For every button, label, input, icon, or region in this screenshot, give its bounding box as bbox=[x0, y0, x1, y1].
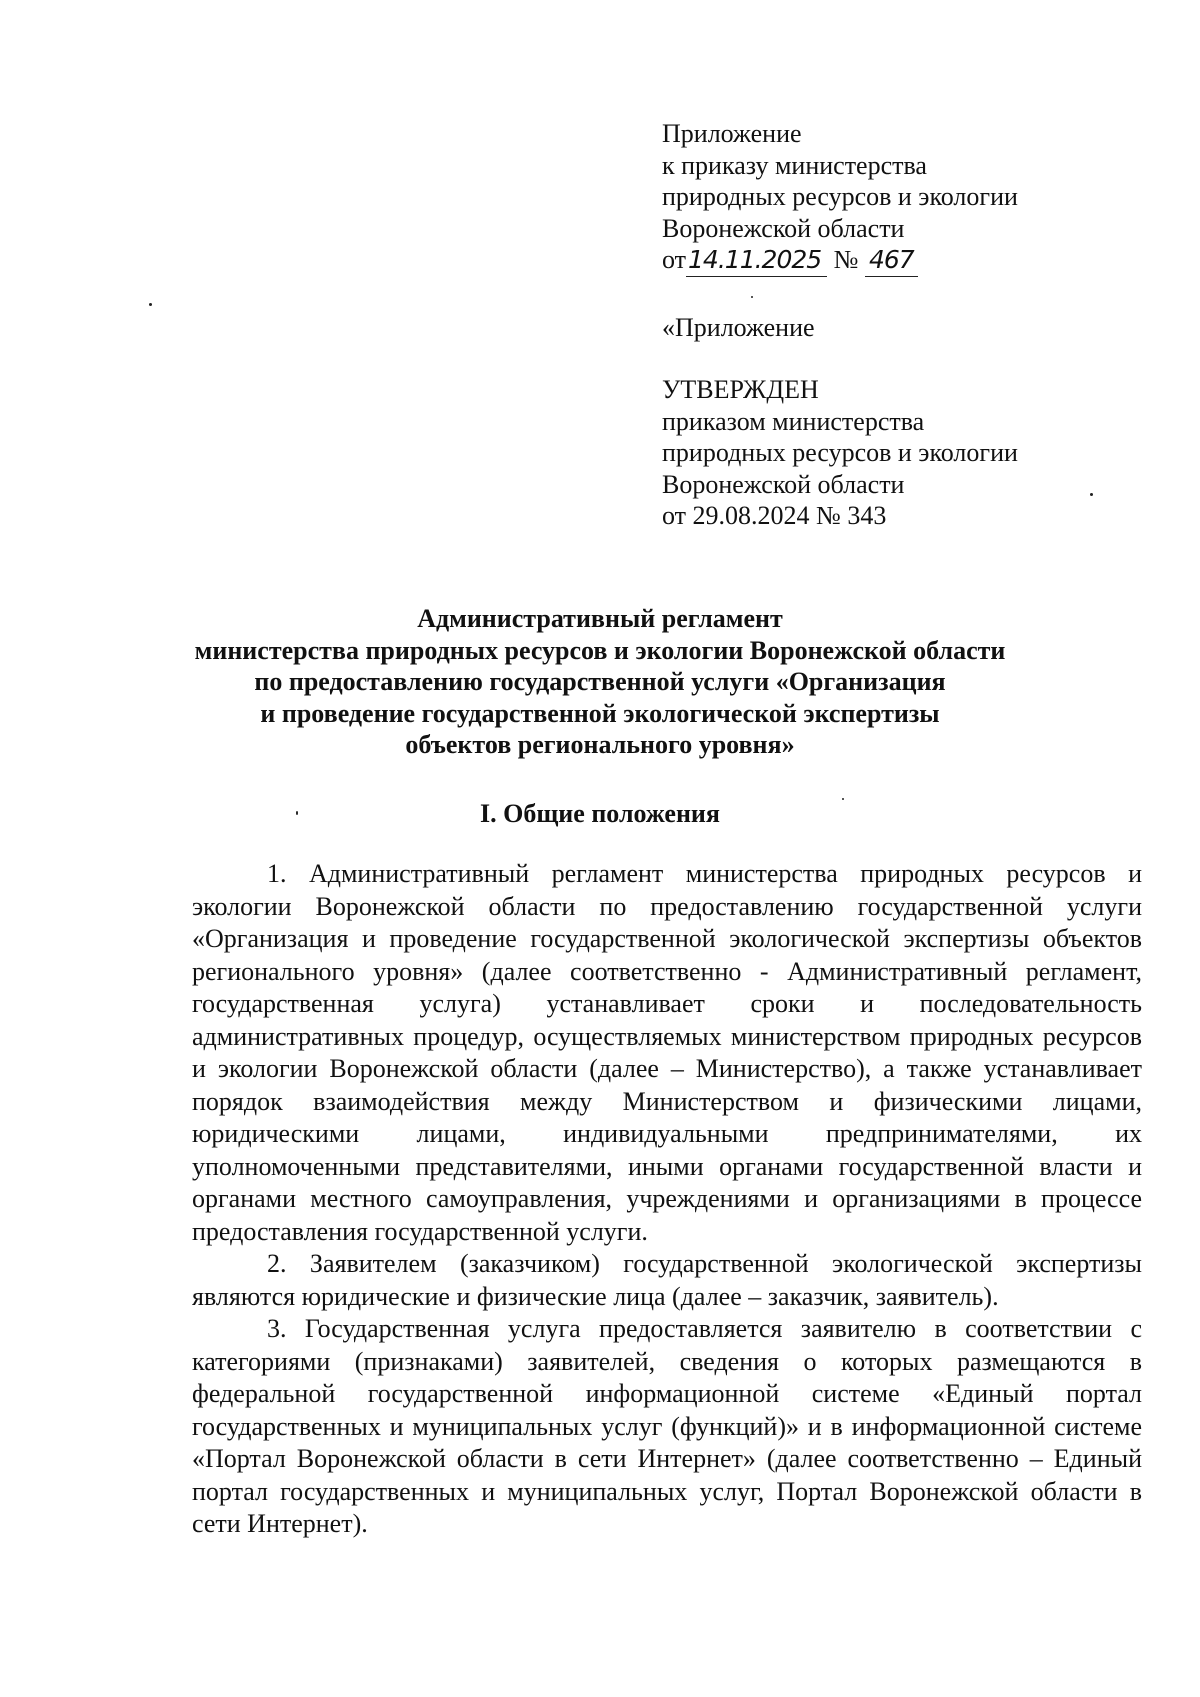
paragraph: 3. Государственная услуга предоставляется заявителю в соответствии с категориями (признаками) заявителей, сведения о которых размещаются в федеральной государственной информационной системе «Единый портал государственных и муниципальных услуг (функций)» и в информационной системе «Портал Воронежской области в сети Интернет» (далее соответственно – Единый портал государственных и муниципальных услуг, Портал Воронежской области в сети Интернет). bbox=[192, 1314, 1142, 1538]
approved-block bbox=[662, 374, 1018, 532]
appendix-date-line bbox=[662, 244, 1018, 277]
title-line: и проведение государственной экологической экспертизы bbox=[260, 698, 940, 728]
paragraph: 2. Заявителем (заказчиком) государственной экологической экспертизы являются юридические и физические лица (далее – заказчик, заявитель). bbox=[192, 1249, 1142, 1311]
scan-speck bbox=[149, 303, 152, 306]
scan-speck bbox=[842, 798, 844, 800]
appendix-line: Воронежской области bbox=[662, 213, 905, 243]
scan-speck bbox=[296, 811, 298, 815]
appendix-line: к приказу министерства bbox=[662, 150, 927, 180]
scan-speck bbox=[1090, 493, 1093, 496]
appendix-header bbox=[662, 118, 1018, 277]
approved-line: природных ресурсов и экологии bbox=[662, 438, 1018, 467]
quote-appendix-label: «Приложение bbox=[662, 313, 815, 342]
approved-line: приказом министерства bbox=[662, 406, 925, 436]
date-prefix: от bbox=[662, 245, 687, 274]
title-line: министерства природных ресурсов и экологии Воронежской области bbox=[194, 635, 1006, 665]
document-title bbox=[150, 603, 1050, 761]
title-line: по предоставлению государственной услуги «Организация bbox=[254, 667, 946, 696]
title-line: объектов регионального уровня» bbox=[405, 730, 795, 759]
appendix-line: природных ресурсов и экологии bbox=[662, 182, 1018, 211]
scan-speck bbox=[751, 296, 753, 298]
paragraph: 1. Административный регламент министерства природных ресурсов и экологии Воронежской области по предоставлению государственной услуги «Организация и проведение государственной экологической экспертизы объектов регионального уровня» (далее соответственно - Административный регламент, государственная услуга) устанавливает сроки и последовательность административных процедур, осуществляемых министерством природных ресурсов и экологии Воронежской области (далее – Министерство), а также устанавливает порядок взаимодействия между Министерством и физическими лицами, юридическими лицами, индивидуальными предпринимателями, их уполномоченными представителями, иными органами государственной власти и органами местного самоуправления, учреждениями и организациями в процессе предоставления государственной услуги. bbox=[192, 859, 1142, 1246]
handwritten-date: 14.11.2025 bbox=[686, 244, 827, 277]
approved-line: Воронежской области bbox=[662, 469, 905, 499]
approved-label: УТВЕРЖДЕН bbox=[662, 375, 819, 404]
quote-appendix bbox=[662, 312, 815, 344]
handwritten-number: 467 bbox=[865, 244, 918, 277]
appendix-label: Приложение bbox=[662, 119, 802, 148]
number-sign: № bbox=[833, 245, 859, 274]
title-line: Административный регламент bbox=[417, 604, 783, 633]
approved-date-line: от 29.08.2024 № 343 bbox=[662, 501, 887, 530]
section-heading: I. Общие положения bbox=[480, 799, 720, 828]
document-body bbox=[192, 858, 1142, 1541]
